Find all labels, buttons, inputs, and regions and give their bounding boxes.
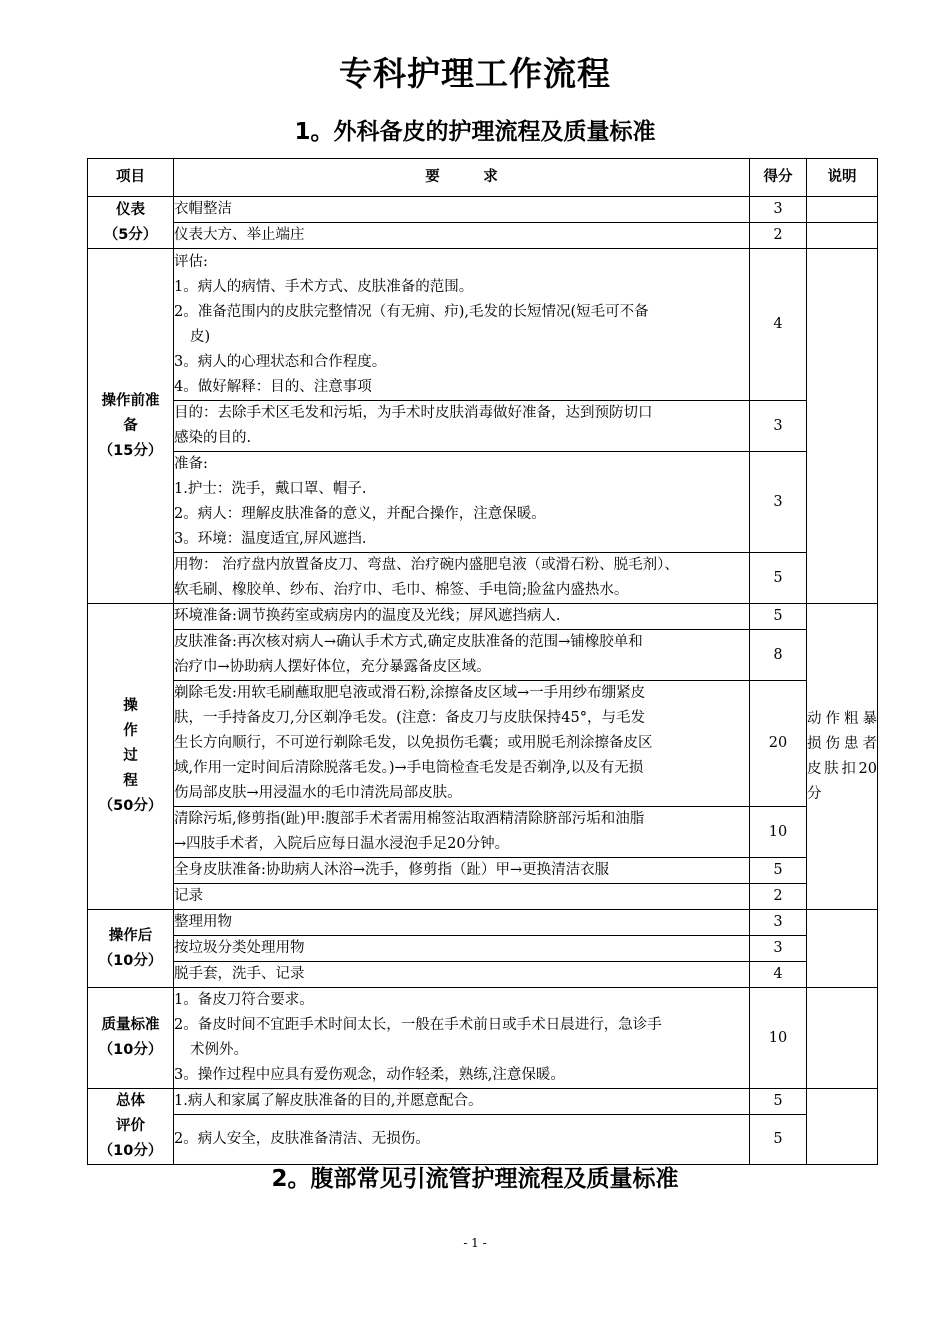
requirement-quality: 1。备皮刀符合要求。 2。备皮时间不宜距手术时间太长，一般在手术前日或手术日晨进行，急诊手 术例外。 3。操作过程中应具有爱伤观念，动作轻柔，熟练,注意保暖。 bbox=[174, 988, 750, 1089]
table-row bbox=[88, 197, 878, 223]
table-row bbox=[88, 681, 878, 807]
score-cell: 4 bbox=[750, 249, 807, 401]
category-preparation: 操作前准 备 （15分） bbox=[88, 249, 174, 604]
score-cell: 3 bbox=[750, 452, 807, 553]
table-row bbox=[88, 223, 878, 249]
score-cell: 8 bbox=[750, 630, 807, 681]
table-row bbox=[88, 452, 878, 553]
note-cell bbox=[807, 1089, 878, 1165]
table-row bbox=[88, 962, 878, 988]
score-cell: 2 bbox=[750, 223, 807, 249]
score-cell: 3 bbox=[750, 910, 807, 936]
note-cell bbox=[807, 223, 878, 249]
table-row bbox=[88, 884, 878, 910]
table-row bbox=[88, 630, 878, 681]
category-after: 操作后 （10分） bbox=[88, 910, 174, 988]
note-cell bbox=[807, 249, 878, 604]
table-row bbox=[88, 858, 878, 884]
score-cell: 20 bbox=[750, 681, 807, 807]
requirement-text: 按垃圾分类处理用物 bbox=[174, 936, 750, 962]
requirement-text: 2。病人安全，皮肤准备清洁、无损伤。 bbox=[174, 1115, 750, 1165]
requirement-purpose: 目的：去除手术区毛发和污垢，为手术时皮肤消毒做好准备，达到预防切口 感染的目的. bbox=[174, 401, 750, 452]
score-cell: 3 bbox=[750, 936, 807, 962]
table-row bbox=[88, 1115, 878, 1165]
requirement-environment: 环境准备:调节换药室或病房内的温度及光线；屏风遮挡病人. bbox=[174, 604, 750, 630]
table-row bbox=[88, 604, 878, 630]
table-row bbox=[88, 988, 878, 1089]
requirement-skin-prep: 皮肤准备:再次核对病人→确认手术方式,确定皮肤准备的范围→铺橡胶单和 治疗巾→协助病人摆好体位，充分暴露备皮区域。 bbox=[174, 630, 750, 681]
requirement-record: 记录 bbox=[174, 884, 750, 910]
requirement-cleaning: 清除污垢,修剪指(趾)甲:腹部手术者需用棉签沾取酒精清除脐部污垢和油脂 →四肢手术者，入院后应每日温水浸泡手足20分钟。 bbox=[174, 807, 750, 858]
table-row bbox=[88, 807, 878, 858]
category-process: 操 作 过 程 （50分） bbox=[88, 604, 174, 910]
score-cell: 3 bbox=[750, 197, 807, 223]
score-cell: 4 bbox=[750, 962, 807, 988]
score-cell: 5 bbox=[750, 553, 807, 604]
requirement-text: 整理用物 bbox=[174, 910, 750, 936]
requirement-text: 衣帽整洁 bbox=[174, 197, 750, 223]
requirement-items: 用物： 治疗盘内放置备皮刀、弯盘、治疗碗内盛肥皂液（或滑石粉、脱毛剂）、 软毛刷、橡胶单、纱布、治疗巾、毛巾、棉签、手电筒;脸盆内盛热水。 bbox=[174, 553, 750, 604]
score-cell: 5 bbox=[750, 858, 807, 884]
table-row bbox=[88, 401, 878, 452]
note-cell bbox=[807, 197, 878, 223]
score-cell: 5 bbox=[750, 1115, 807, 1165]
table-row bbox=[88, 249, 878, 401]
requirement-text: 脱手套，洗手、记录 bbox=[174, 962, 750, 988]
header-score: 得分 bbox=[750, 159, 807, 197]
table-row bbox=[88, 1089, 878, 1115]
category-appearance: 仪表 （5分） bbox=[88, 197, 174, 249]
note-process-deduction: 动作粗暴损伤患者皮肤扣20分 bbox=[807, 604, 878, 910]
category-quality: 质量标准 （10分） bbox=[88, 988, 174, 1089]
score-cell: 10 bbox=[750, 807, 807, 858]
requirement-ready: 准备: 1.护士：洗手，戴口罩、帽子. 2。病人：理解皮肤准备的意义，并配合操作，注意保暖。 3。环境：温度适宜,屏风遮挡. bbox=[174, 452, 750, 553]
requirement-text: 仪表大方、举止端庄 bbox=[174, 223, 750, 249]
score-cell: 2 bbox=[750, 884, 807, 910]
section-1-title: 1。外科备皮的护理流程及质量标准 bbox=[294, 119, 656, 145]
table-row bbox=[88, 910, 878, 936]
category-overall: 总体 评价 （10分） bbox=[88, 1089, 174, 1165]
section-2-title: 2。腹部常见引流管护理流程及质量标准 bbox=[271, 1166, 679, 1192]
score-cell: 5 bbox=[750, 1089, 807, 1115]
nursing-standard-table bbox=[87, 158, 878, 1165]
note-cell bbox=[807, 910, 878, 988]
header-requirement: 要 求 bbox=[174, 159, 750, 197]
table-row bbox=[88, 936, 878, 962]
header-note: 说明 bbox=[807, 159, 878, 197]
note-cell bbox=[807, 988, 878, 1089]
header-item: 项目 bbox=[88, 159, 174, 197]
requirement-body-prep: 全身皮肤准备:协助病人沐浴→洗手，修剪指（趾）甲→更换清洁衣服 bbox=[174, 858, 750, 884]
score-cell: 5 bbox=[750, 604, 807, 630]
requirement-assessment: 评估: 1。病人的病情、手术方式、皮肤准备的范围。 2。准备范围内的皮肤完整情况（有无痈、疖),毛发的长短情况(短毛可不备 皮) 3。病人的心理状态和合作程度。 4。做好解释：目的、注意事项 bbox=[174, 249, 750, 401]
table-header-row bbox=[88, 159, 878, 197]
table-row bbox=[88, 553, 878, 604]
page-number: - 1 - bbox=[463, 1236, 487, 1250]
page-title: 专科护理工作流程 bbox=[339, 54, 611, 93]
score-cell: 3 bbox=[750, 401, 807, 452]
requirement-shaving: 剃除毛发:用软毛刷蘸取肥皂液或滑石粉,涂擦备皮区域→一手用纱布绷紧皮 肤，一手持备皮刀,分区剃净毛发。(注意：备皮刀与皮肤保持45°，与毛发 生长方向顺行，不可逆行剃除毛发，以免损伤毛囊；或用脱毛剂涂擦备皮区 域,作用一定时间后清除脱落毛发。)→手电筒检查毛发是否剃净,以及有无损 伤局部皮肤→用浸温水的毛巾清洗局部皮肤。 bbox=[174, 681, 750, 807]
score-cell: 10 bbox=[750, 988, 807, 1089]
requirement-text: 1.病人和家属了解皮肤准备的目的,并愿意配合。 bbox=[174, 1089, 750, 1115]
